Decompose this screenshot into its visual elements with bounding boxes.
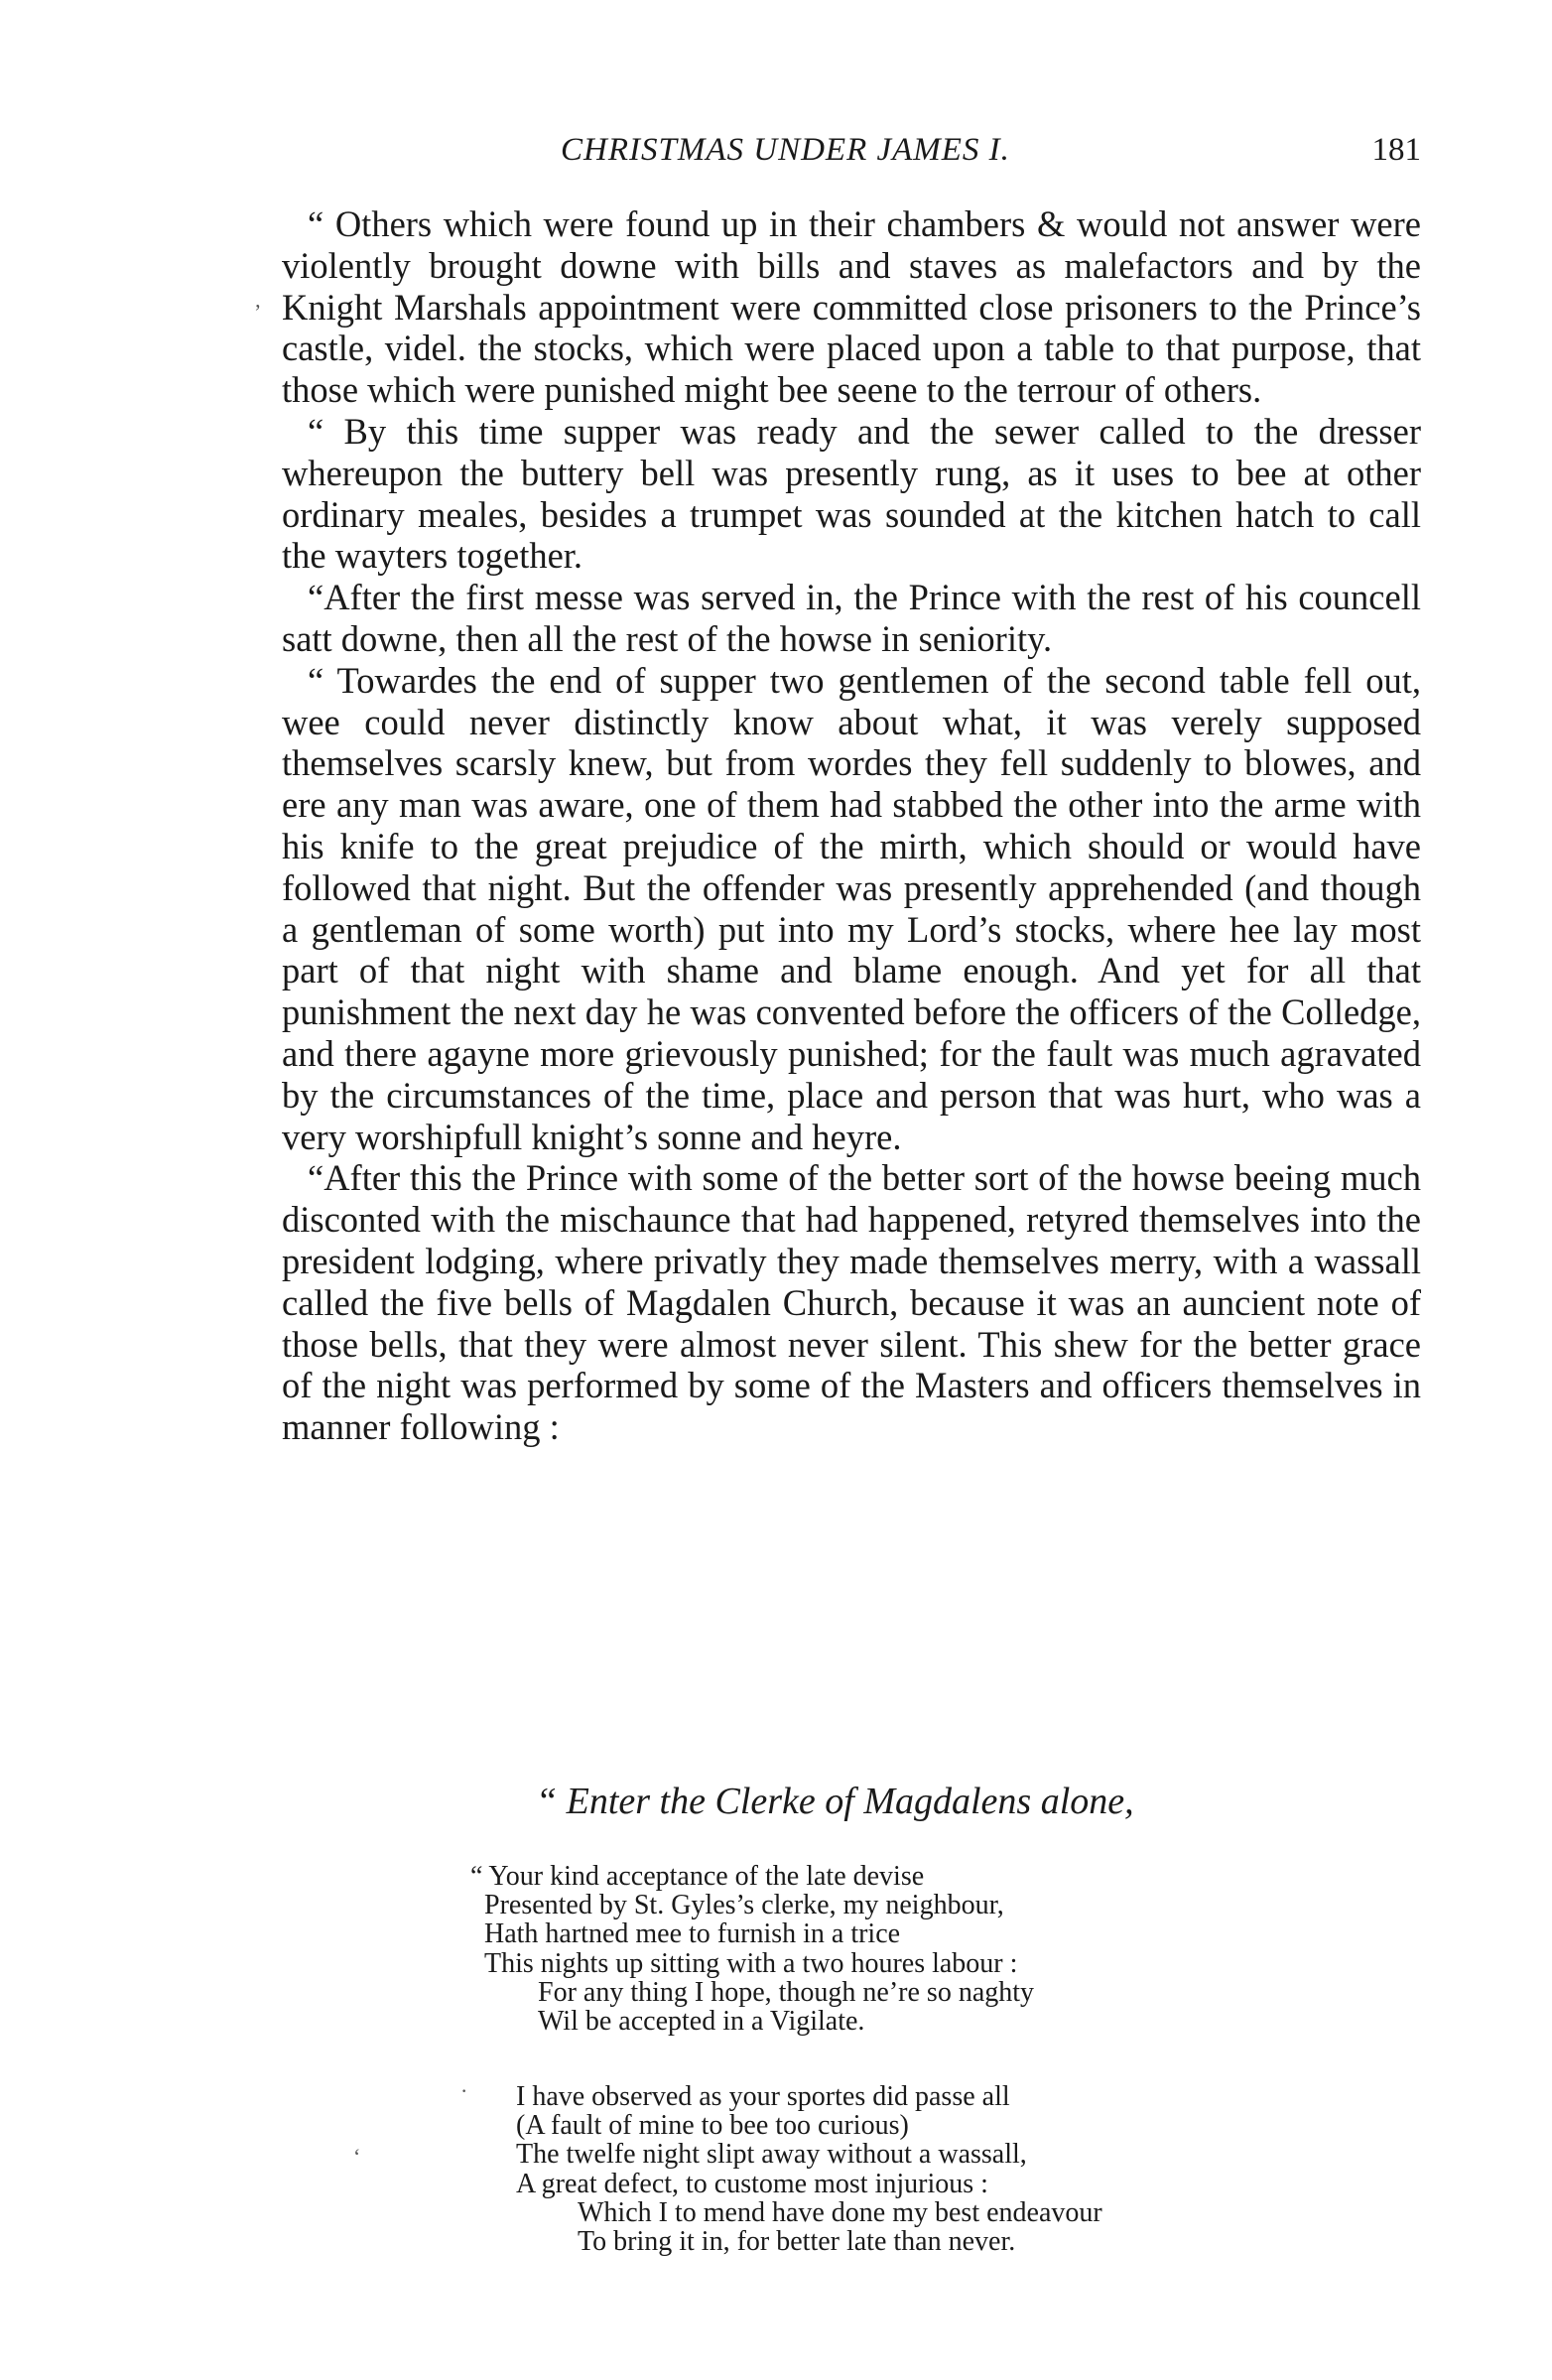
verse-line: A great defect, to custome most injurious : bbox=[516, 2168, 988, 2199]
margin-speck: ʻ bbox=[353, 2144, 361, 2169]
paragraph: “After this the Prince with some of the better sort of the howse beeing much disconted with the mischaunce that had happened, retyred themselves into the president lodging, where privatly they made themselves merry, with a wassall called the five bells of Magdalen Church, because it was an auncient note of those bells, that they were almost never silent. This shew for the better grace of the night was performed by some of the Masters and officers themselves in manner following : bbox=[282, 1157, 1421, 1448]
verse-line: This nights up sitting with a two houres labour : bbox=[484, 1947, 1018, 1979]
verse-stanza bbox=[470, 2082, 1344, 2256]
running-header bbox=[282, 125, 1421, 175]
paragraph: “After the first messe was served in, the Prince with the rest of his councell satt downe, then all the rest of the howse in seniority. bbox=[282, 577, 1421, 659]
page-number: 181 bbox=[1371, 132, 1421, 168]
scene-heading: “ Enter the Clerke of Magdalens alone, bbox=[536, 1781, 1134, 1822]
running-title: CHRISTMAS UNDER JAMES I. bbox=[561, 132, 1010, 168]
verse-line: The twelfe night slipt away without a wassall, bbox=[516, 2139, 1027, 2171]
verse-stanza bbox=[470, 1862, 1344, 2036]
verse-line: To bring it in, for better late than never. bbox=[578, 2226, 1016, 2258]
verse-line: Wil be accepted in a Vigilate. bbox=[538, 2006, 865, 2038]
margin-speck: · bbox=[460, 2078, 468, 2103]
verse-line: “ Your kind acceptance of the late devise bbox=[470, 1861, 925, 1892]
verse-line: I have observed as your sportes did passe all bbox=[516, 2081, 1010, 2112]
body-text bbox=[282, 203, 1421, 1448]
paragraph: “ Others which were found up in their chambers & would not answer were violently brought downe with bills and staves as malefactors and by the Knight Marshals appointment were committed close prisoners to the Prince’s castle, videl. the stocks, which were placed upon a table to that purpose, that those which were punished might bee seene to the terrour of others. bbox=[282, 203, 1421, 411]
verse-line: (A fault of mine to bee too curious) bbox=[516, 2110, 909, 2142]
paragraph: “ By this time supper was ready and the sewer called to the dresser whereupon the buttery bell was presently rung, as it uses to bee at other ordinary meales, besides a trumpet was sounded at the kitchen hatch to call the wayters together. bbox=[282, 410, 1421, 577]
verse-line: Which I to mend have done my best endeavour bbox=[578, 2196, 1102, 2228]
verse-line: For any thing I hope, though ne’re so naghty bbox=[538, 1976, 1035, 2008]
margin-speck: ʼ bbox=[254, 300, 262, 325]
paragraph: “ Towardes the end of supper two gentlemen of the second table fell out, wee could never distinctly know about what, it was verely supposed themselves scarsly knew, but from wordes they fell suddenly to blowes, and ere any man was aware, one of them had stabbed the other into the arme with his knife to the great prejudice of the mirth, which should or would have followed that night. But the offender was presently apprehended (and though a gentleman of some worth) put into my Lord’s stocks, where hee lay most part of that night with shame and blame enough. And yet for all that punishment the next day he was convented before the officers of the Colledge, and there agayne more grievously punished; for the fault was much agravated by the circumstances of the time, place and person that was hurt, who was a very worshipfull knight’s sonne and heyre. bbox=[282, 659, 1421, 1157]
verse-line: Presented by St. Gyles’s clerke, my neighbour, bbox=[484, 1890, 1004, 1921]
verse-line: Hath hartned mee to furnish in a trice bbox=[484, 1918, 901, 1950]
